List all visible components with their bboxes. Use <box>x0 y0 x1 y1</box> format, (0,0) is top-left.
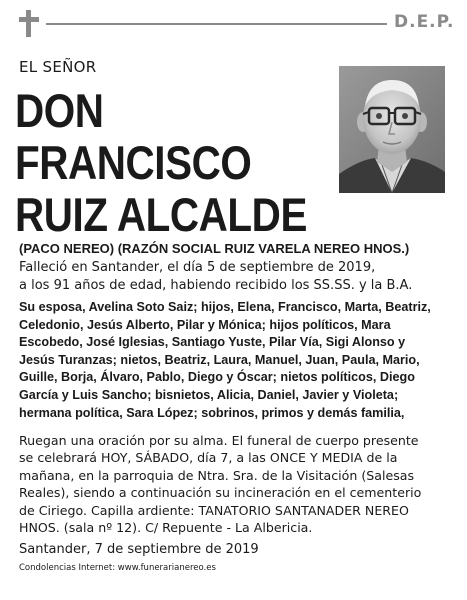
condolences-website: Condolencias Internet: www.funerarianereo.es <box>19 563 216 573</box>
name-line-3: RUIZ ALCALDE <box>15 188 307 241</box>
header-rule <box>46 23 387 25</box>
portrait-photo <box>339 66 445 193</box>
family-line: Jesús Turanzas; nietos, Beatriz, Laura, Manuel, Juan, Paula, Mario, <box>19 351 420 367</box>
family-line: Escobedo, José Iglesias, Santiago Yuste, Pilar Vía, Sigi Alonso y <box>19 334 406 350</box>
cross-icon <box>19 10 39 37</box>
nickname: (PACO NEREO) (RAZÓN SOCIAL RUIZ VARELA NEREO HNOS.) <box>19 241 410 256</box>
service-line: Ruegan una oración por su alma. El funeral de cuerpo presente <box>19 433 419 448</box>
intro-line: a los 91 años de edad, habiendo recibido los SS.SS. y la B.A. <box>19 277 413 293</box>
family-line: Su esposa, Avelina Soto Saiz; hijos, Elena, Francisco, Marta, Beatriz, <box>19 299 431 314</box>
family-line: hermana política, Sara López; sobrinos, primos y demás familia, <box>19 404 405 420</box>
family-line: García y Luis Sancho; bisnietos, Alicia, Daniel, Javier y Violeta; <box>19 386 399 402</box>
service-line: mañana, en la parroquia de Ntra. Sra. de la Visitación (Salesas <box>19 467 415 483</box>
family-line: Guille, Borja, Álvaro, Pablo, Diego y Óscar; nietos políticos, Diego <box>19 369 415 385</box>
dep-label: D.E.P. <box>394 12 455 32</box>
family-list <box>19 298 459 421</box>
service-line: HNOS. (sala nº 12). C/ Repuente - La Albericia. <box>19 520 313 536</box>
service-line: Reales), siendo a continuación su incineración en el cementerio <box>19 485 422 501</box>
service-details <box>19 432 457 536</box>
service-line: de Ciriego. Capilla ardiente: TANATORIO SANTANADER NEREO <box>19 502 409 518</box>
intro-line: Falleció en Santander, el día 5 de septiembre de 2019, <box>19 260 376 275</box>
name-line-2: FRANCISCO <box>15 136 252 189</box>
honorific: EL SEÑOR <box>19 58 97 76</box>
family-line: Celedonio, Jesús Alberto, Pilar y Mónica; hijos políticos, Mara <box>19 316 391 332</box>
death-announcement <box>19 259 457 294</box>
place-and-date: Santander, 7 de septiembre de 2019 <box>19 542 259 557</box>
name-line-1: DON <box>15 84 104 137</box>
service-line: se celebrará HOY, SÁBADO, día 7, a las ONCE Y MEDIA de la <box>19 450 398 466</box>
